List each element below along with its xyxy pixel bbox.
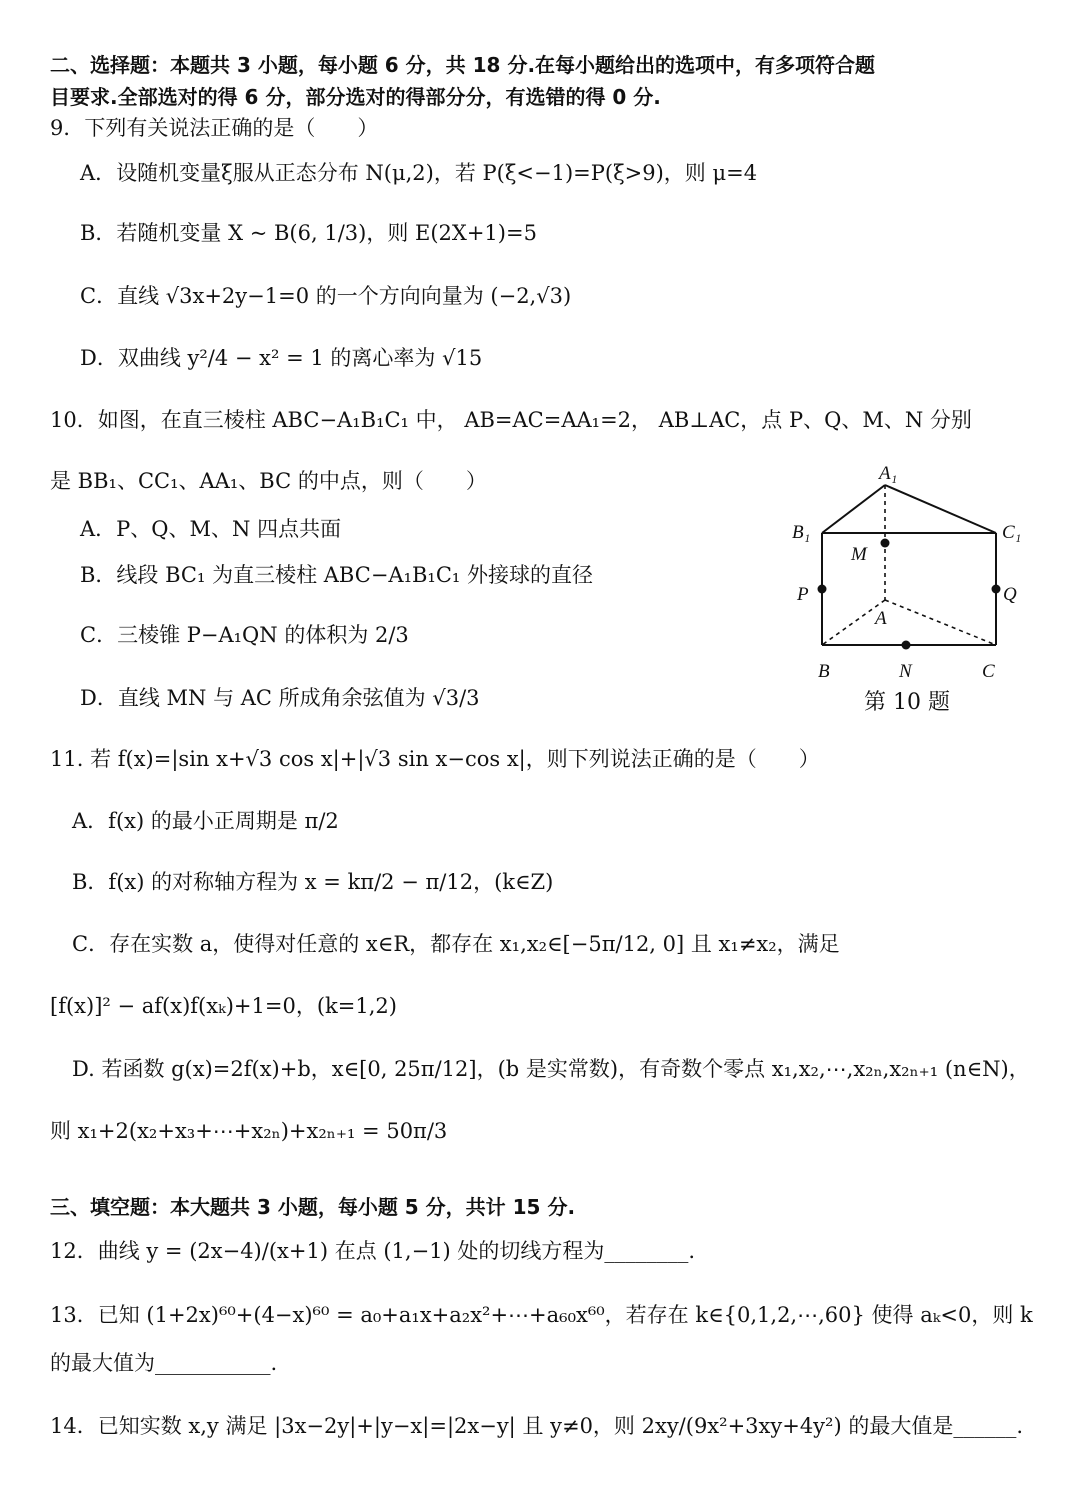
- section2-header: 二、选择题：本题共 3 小题，每小题 6 分，共 18 分.在每小题给出的选项中，有多项符合题: [50, 53, 876, 77]
- point-p: [818, 585, 827, 594]
- q14-text: 14．已知实数 x,y 满足 |3x−2y|+|y−x|=|2x−y| 且 y≠0，则 2xy/(9x²+3xy+4y²) 的最大值是______.: [50, 1414, 1024, 1438]
- point-n: [902, 641, 911, 650]
- q10-option-c: C．三棱锥 P−A₁QN 的体积为 2/3: [80, 623, 409, 647]
- q11-option-c-cont: [f(x)]² − af(x)f(xₖ)+1=0，(k=1,2): [50, 994, 397, 1018]
- edge-a-c-hidden: [885, 600, 996, 645]
- q9-stem: 9．下列有关说法正确的是（ ）: [50, 116, 379, 140]
- q10-option-a: A．P、Q、M、N 四点共面: [80, 517, 342, 541]
- edge-a1-c1: [885, 485, 996, 533]
- label-c1: C₁: [1002, 522, 1022, 543]
- q9-option-a: A．设随机变量ξ服从正态分布 N(μ,2)，若 P(ξ<−1)=P(ξ>9)，则 μ=4: [80, 161, 758, 185]
- q9-option-c: C．直线 √3x+2y−1=0 的一个方向向量为 (−2,√3): [80, 284, 572, 308]
- q13-text: 13．已知 (1+2x)⁶⁰+(4−x)⁶⁰ = a₀+a₁x+a₂x²+⋯+a₆₀x⁶⁰，若存在 k∈{0,1,2,⋯,60} 使得 aₖ<0，则 k: [50, 1303, 1033, 1327]
- label-b1: B₁: [792, 522, 811, 543]
- q10-option-b: B．线段 BC₁ 为直三棱柱 ABC−A₁B₁C₁ 外接球的直径: [80, 563, 594, 587]
- label-a: A: [875, 608, 887, 629]
- q11-option-b: B．f(x) 的对称轴方程为 x = kπ/2 − π/12，(k∈Z): [72, 870, 554, 894]
- prism-figure: [780, 455, 1050, 725]
- label-c: C: [982, 661, 995, 682]
- label-a1: A₁: [879, 463, 898, 484]
- point-q: [992, 585, 1001, 594]
- label-q: Q: [1003, 584, 1017, 605]
- q12-text: 12．曲线 y = (2x−4)/(x+1) 在点 (1,−1) 处的切线方程为________.: [50, 1239, 696, 1263]
- q11-option-d-cont: 则 x₁+2(x₂+x₃+⋯+x₂ₙ)+x₂ₙ₊₁ = 50π/3: [50, 1119, 448, 1143]
- q11-option-a: A．f(x) 的最小正周期是 π/2: [72, 809, 339, 833]
- label-b: B: [818, 661, 830, 682]
- figure-caption: 第 10 题: [864, 690, 950, 715]
- section2-header-cont: 目要求.全部选对的得 6 分，部分选对的得部分分，有选错的得 0 分.: [50, 85, 661, 109]
- q10-stem: 10．如图，在直三棱柱 ABC−A₁B₁C₁ 中， AB=AC=AA₁=2， AB⊥AC，点 P、Q、M、N 分别: [50, 408, 972, 432]
- q11-option-c: C．存在实数 a，使得对任意的 x∈R，都存在 x₁,x₂∈[−5π/12, 0] 且 x₁≠x₂，满足: [72, 932, 840, 956]
- q9-option-d: D．双曲线 y²/4 − x² = 1 的离心率为 √15: [80, 346, 483, 370]
- q11-option-d: D. 若函数 g(x)=2f(x)+b，x∈[0, 25π/12]，(b 是实常数)，有奇数个零点 x₁,x₂,⋯,x₂ₙ,x₂ₙ₊₁ (n∈N)，: [72, 1057, 1030, 1081]
- q11-stem: 11. 若 f(x)=|sin x+√3 cos x|+|√3 sin x−cos x|，则下列说法正确的是（ ）: [50, 747, 820, 771]
- q10-option-d: D．直线 MN 与 AC 所成角余弦值为 √3/3: [80, 686, 480, 710]
- q9-option-b: B．若随机变量 X ~ B(6, 1/3)，则 E(2X+1)=5: [80, 221, 537, 245]
- point-m: [881, 539, 890, 548]
- q13-text-cont: 的最大值为___________.: [50, 1351, 278, 1375]
- q10-stem-cont: 是 BB₁、CC₁、AA₁、BC 的中点，则（ ）: [50, 469, 487, 493]
- label-m: M: [851, 544, 867, 565]
- edge-b1-a1: [822, 485, 885, 533]
- section3-header: 三、填空题：本大题共 3 小题，每小题 5 分，共计 15 分.: [50, 1195, 576, 1219]
- label-p: P: [797, 584, 809, 605]
- label-n: N: [899, 661, 912, 682]
